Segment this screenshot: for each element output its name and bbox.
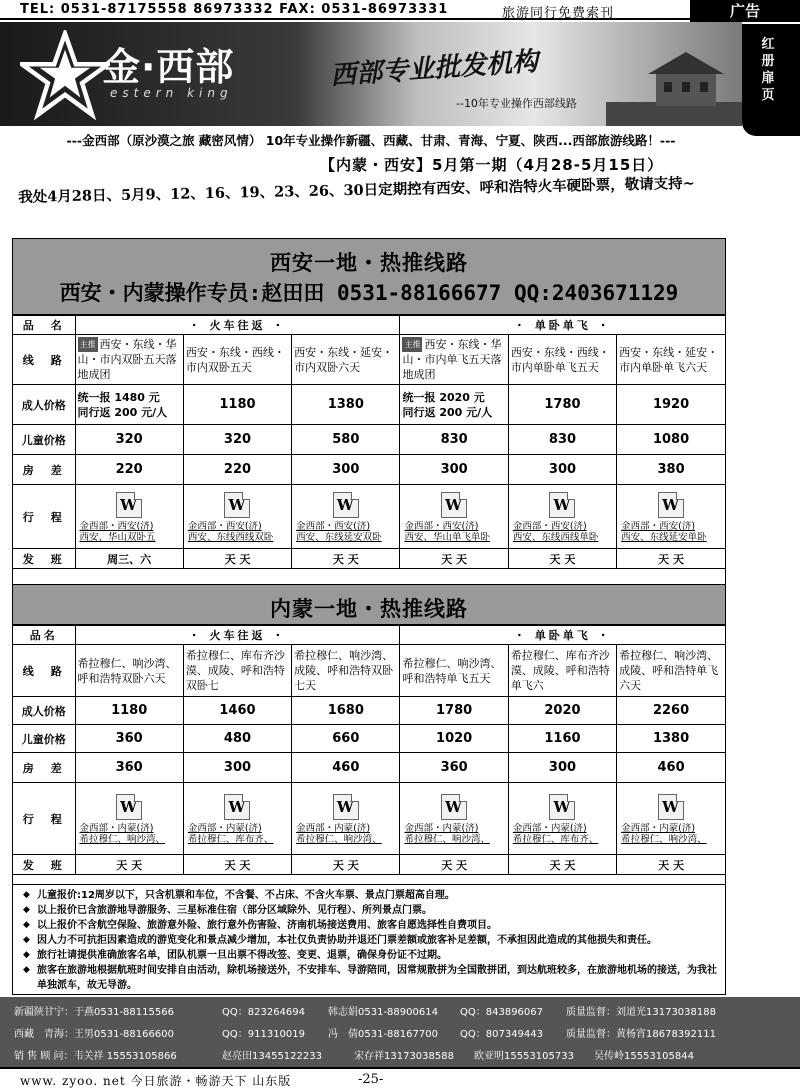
contact-row: 新疆陕甘宁：于燕0531-88115566 QQ：823264694 韩志娟0531-88900614 QQ：843896067 质量监督：刘道光13173038188 [14,1007,716,1018]
room-diff-cell: 300 [183,753,291,783]
footer-site[interactable]: www. zyoo. net 今日旅游・畅游天下 山东版 [20,1074,292,1088]
child-price-cell: 830 [400,425,508,455]
word-document-icon[interactable] [333,794,359,820]
word-document-icon[interactable] [549,492,575,518]
room-diff-cell: 300 [400,455,508,485]
note-item: ◆ 旅客在旅游地根据航班时间安排自由活动，除机场接送外，不安排车、导游陪同，因常规散拼为全国散拼团，到达航班较多，在旅游地机场的接送，为我社单独派车，故无导游。 [23,963,717,993]
itinerary-cell[interactable]: W 金西部・西安(济) 西安、东线西线单卧 [508,485,616,549]
adult-price-cell: 1680 [292,697,400,725]
note-item: ◆ 以上报价不含航空保险、旅游意外险、旅行意外伤害险、济南机场接送费用、旅客自愿选择性自费项目。 [23,918,717,933]
child-price-cell: 1020 [400,725,508,753]
departure-cell: 天 天 [400,549,508,569]
row-label: 品名 [13,626,75,645]
table-row [13,316,725,335]
child-price-cell: 320 [183,425,291,455]
row-label: 儿童价格 [13,725,75,753]
table-row [13,425,725,455]
adult-price-cell: 1180 [183,385,291,425]
star-logo-icon [20,30,110,120]
route-cell: 希拉穆仁、库布齐沙漠、成陵、呼和浩特双卧七 [183,645,291,697]
route-cell: 希拉穆仁、响沙湾、成陵、呼和浩特单飞六天 [617,645,725,697]
note-item: ◆ 儿童报价:12周岁以下，只含机票和车位，不含餐、不占床、不含火车票、景点门票超高自理。 [23,888,717,903]
table-row [13,725,725,753]
itinerary-cell[interactable]: W 金西部・西安(济) 西安、华山双卧五 [75,485,183,549]
itinerary-cell[interactable]: W 金西部・西安(济) 西安、东线延安双卧 [292,485,400,549]
table-row [13,335,725,385]
company-banner [0,22,742,126]
page-footer [0,1067,800,1088]
row-label: 品 名 [13,316,75,335]
group-header-train: ・ 火车往返 ・ [75,626,400,645]
room-diff-cell: 460 [292,753,400,783]
terms-notes [12,885,726,995]
table-row [13,485,725,549]
word-document-icon[interactable] [658,492,684,518]
itinerary-cell[interactable]: W 金西部・内蒙(济) 希拉穆仁、响沙湾、 [400,783,508,855]
itinerary-cell[interactable]: W 金西部・内蒙(济) 希拉穆仁、响沙湾、 [75,783,183,855]
departure-cell: 周三、六 [75,549,183,569]
note-item: ◆ 因人力不可抗拒因素造成的游览变化和景点减少增加，本社仅负责协助并退还门票差额或旅客补足差额，不承担因此造成的其他损失和责任。 [23,933,717,948]
group-header-flight: ・ 单卧单飞 ・ [400,316,725,335]
adult-price-cell: 1780 [400,697,508,725]
xian-section [12,238,726,585]
word-document-icon[interactable] [116,794,142,820]
itinerary-cell[interactable]: W 金西部・内蒙(济) 希拉穆仁、库布齐、 [508,783,616,855]
child-price-cell: 830 [508,425,616,455]
itinerary-cell[interactable]: W 金西部・内蒙(济) 希拉穆仁、响沙湾、 [617,783,725,855]
itinerary-cell[interactable]: W 金西部・西安(济) 西安、东线西线双卧 [183,485,291,549]
word-document-icon[interactable] [224,492,250,518]
note-item: ◆ 以上报价已含旅游地导游服务、三星标准住宿（部分区域除外、见行程）、所列景点门票。 [23,903,717,918]
route-cell: 希拉穆仁、库布齐沙漠、成陵、呼和浩特单飞六 [508,645,616,697]
adult-price-cell: 1780 [508,385,616,425]
side-tab-label: 红册扉页 [761,37,775,103]
itinerary-cell[interactable]: W 金西部・西安(济) 西安、东线延安单卧 [617,485,725,549]
brand-name: 金·西部 [102,45,235,89]
magazine-note: 旅游同行免费索刊 [502,6,615,21]
group-header-flight: ・ 单卧单飞 ・ [400,626,725,645]
row-label: 行 程 [13,783,75,855]
word-document-icon[interactable] [441,794,467,820]
departure-cell: 天 天 [508,549,616,569]
child-price-cell: 1380 [617,725,725,753]
child-price-cell: 580 [292,425,400,455]
child-price-cell: 660 [292,725,400,753]
departure-cell: 天 天 [617,549,725,569]
row-label: 成人价格 [13,697,75,725]
itinerary-cell[interactable]: W 金西部・内蒙(济) 希拉穆仁、响沙湾、 [292,783,400,855]
years-tagline: --10年专业操作西部线路 [456,97,577,110]
room-diff-cell: 360 [400,753,508,783]
intro-line: ---金西部（原沙漠之旅 藏密风情） 10年专业操作新疆、西藏、甘肃、青海、宁夏、陕西...西部旅游线路！--- [66,133,676,148]
table-row [13,753,725,783]
adult-price-cell: 2020 [508,697,616,725]
table-row [13,385,725,425]
note-item: ◆ 旅行社请提供准确旅客名单，团队机票一旦出票不得改签、变更、退票，确保身份证不过期。 [23,948,717,963]
room-diff-cell: 300 [508,455,616,485]
route-cell: 希拉穆仁、响沙湾、呼和浩特双卧六天 [75,645,183,697]
child-price-cell: 360 [75,725,183,753]
brand-english: estern king [110,86,233,100]
room-diff-cell: 220 [75,455,183,485]
route-cell: 主推 西安・东线・华山・市内双卧五天落地成团 [75,335,183,385]
word-document-icon[interactable] [658,794,684,820]
departure-cell: 天 天 [183,549,291,569]
group-header-train: ・ 火车往返 ・ [75,316,400,335]
header-tel-fax: TEL: 0531-87175558 86973332 FAX: 0531-86973331 [20,2,449,17]
adult-price-cell: 2260 [617,697,725,725]
child-price-cell: 1080 [617,425,725,455]
word-document-icon[interactable] [441,492,467,518]
xian-operator-contact: 西安・内蒙操作专员:赵田田 0531-88166677 QQ:2403671129 [59,281,679,305]
neimeng-price-table [13,625,725,875]
departure-cell: 天 天 [292,549,400,569]
route-cell: 主推 西安・东线・华山・市内单飞五天落地成团 [400,335,508,385]
room-diff-cell: 380 [617,455,725,485]
top-contact-strip [0,0,800,20]
table-row [13,626,725,645]
xian-section-header [13,239,725,315]
ticket-notice: 我处4月28日、5月9、12、16、19、23、26、30日定期控有西安、呼和浩特火车硬卧票，敬请支持~ [18,174,695,206]
recommend-badge: 主推 [402,337,422,352]
word-document-icon[interactable] [333,492,359,518]
row-label: 儿童价格 [13,425,75,455]
row-label: 发 班 [13,855,75,875]
adult-price-cell: 1460 [183,697,291,725]
contact-row: 销 售 顾 问：韦关祥 15553105866 赵亮田13455122233 宋存祥13173038588 欧亚明15553105733 吴传岭15553105844 [14,1051,694,1062]
route-cell: 西安・东线・西线・市内双卧五天 [183,335,291,385]
route-cell: 西安・东线・西线・市内单卧单飞五天 [508,335,616,385]
room-diff-cell: 360 [75,753,183,783]
room-diff-cell: 300 [292,455,400,485]
route-cell: 西安・东线・延安・市内单卧单飞六天 [617,335,725,385]
child-price-cell: 320 [75,425,183,455]
neimeng-section-header [13,585,725,625]
table-row [13,645,725,697]
table-row [13,455,725,485]
route-cell: 希拉穆仁、响沙湾、呼和浩特单飞五天 [400,645,508,697]
room-diff-cell: 300 [508,753,616,783]
period-title: 【内蒙・西安】5月第一期（4月28-5月15日） [320,156,664,174]
departure-cell: 天 天 [508,855,616,875]
word-document-icon[interactable] [116,492,142,518]
side-tab [742,24,800,136]
word-document-icon[interactable] [549,794,575,820]
room-diff-cell: 220 [183,455,291,485]
departure-cell: 天 天 [183,855,291,875]
slogan-calligraphy: 西部专业批发机构 [329,46,539,92]
departure-cell: 天 天 [75,855,183,875]
word-document-icon[interactable] [224,794,250,820]
xian-section-title: 西安一地・热推线路 [270,250,468,275]
adult-price-cell: 1180 [75,697,183,725]
page-number: -25- [358,1072,384,1087]
row-label: 线 路 [13,645,75,697]
adult-price-cell: 1380 [292,385,400,425]
xian-price-table [13,315,725,569]
recommend-badge: 主推 [78,337,98,352]
row-label: 线 路 [13,335,75,385]
row-label: 行 程 [13,485,75,549]
ad-label: 广告 [690,0,800,22]
contact-row: 西藏 青海：王男0531-88166600 QQ：911310019 冯 倩0531-88167700 QQ：807349443 质量监督：黄杨宵18678392111 [14,1029,716,1040]
adult-price-cell: 1920 [617,385,725,425]
departure-cell: 天 天 [617,855,725,875]
neimeng-section [12,585,726,885]
row-label: 发 班 [13,549,75,569]
route-cell: 西安・东线・延安・市内双卧六天 [292,335,400,385]
table-row [13,855,725,875]
neimeng-section-title: 内蒙一地・热推线路 [270,596,468,621]
departure-cell: 天 天 [400,855,508,875]
table-row [13,549,725,569]
row-label: 房 差 [13,753,75,783]
contacts-bar [0,997,800,1067]
itinerary-cell[interactable]: W 金西部・内蒙(济) 希拉穆仁、库布齐、 [183,783,291,855]
row-label: 房 差 [13,455,75,485]
child-price-cell: 480 [183,725,291,753]
route-cell: 希拉穆仁、响沙湾、成陵、呼和浩特双卧七天 [292,645,400,697]
child-price-cell: 1160 [508,725,616,753]
table-row [13,697,725,725]
itinerary-cell[interactable]: W 金西部・西安(济) 西安、华山单飞单卧 [400,485,508,549]
row-label: 成人价格 [13,385,75,425]
departure-cell: 天 天 [292,855,400,875]
adult-price-cell: 统一报 1480 元 同行返 200 元/人 [75,385,183,425]
table-row [13,783,725,855]
room-diff-cell: 460 [617,753,725,783]
adult-price-cell: 统一报 2020 元 同行返 200 元/人 [400,385,508,425]
watchtower-image [606,42,742,126]
